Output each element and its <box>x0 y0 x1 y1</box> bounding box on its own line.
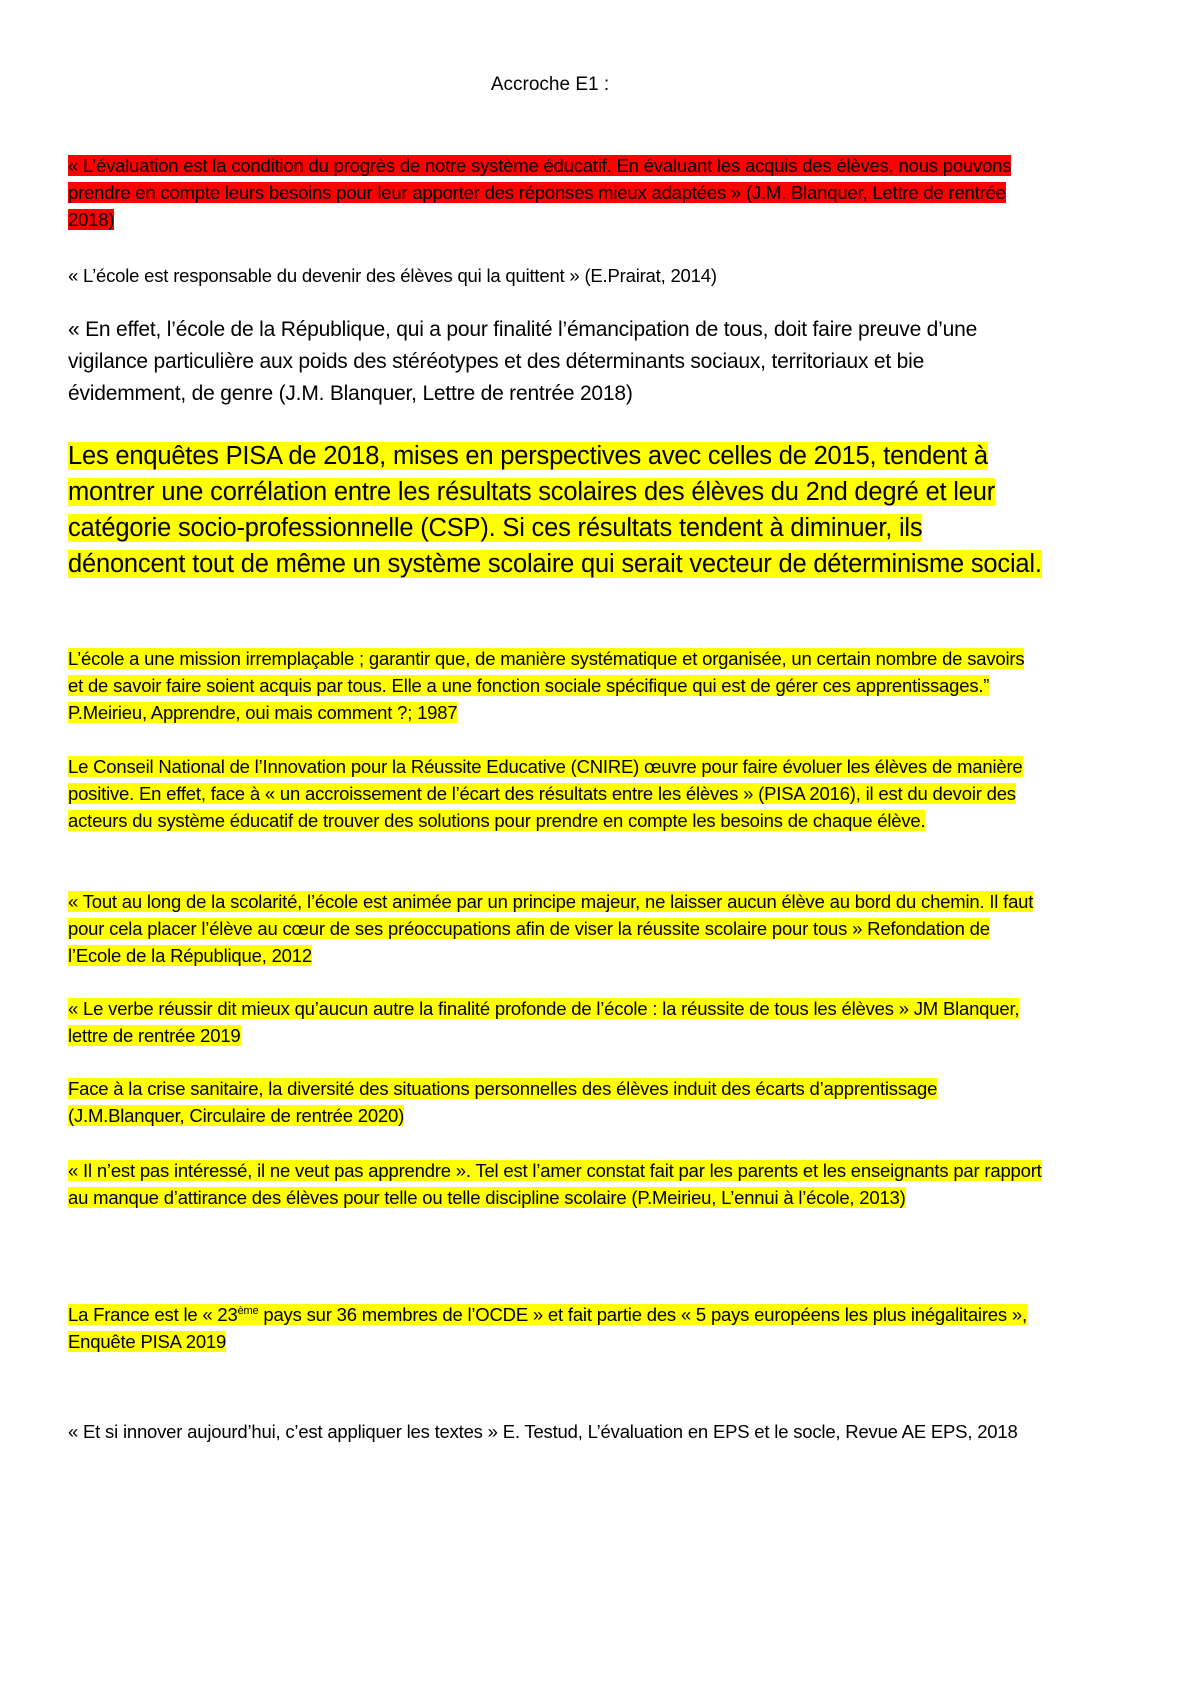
paragraph-crise-sanitaire <box>68 1075 1043 1129</box>
yellow-highlight: Le Conseil National de l’Innovation pour la Réussite Educative (CNIRE) œuvre pour faire évoluer les élèves de manière positive. En effet, face à « un accroissement de l’écart des résultats entre les élèves » (PISA 2016), il est du devoir des acteurs du système éducatif de trouver des solutions pour prendre en compte les besoins de chaque élève. <box>68 756 1023 831</box>
page-title: Accroche E1 : <box>490 74 610 95</box>
quote-meirieu-apprendre <box>68 645 1043 726</box>
superscript-ordinal: ème <box>237 1304 259 1317</box>
quote-evaluation-blanquer <box>68 152 1043 233</box>
quote-republique-blanquer: « En effet, l’école de la République, qui a pour finalité l’émancipation de tous, doit faire preuve d’une vigilance particulière aux poids des stéréotypes et des déterminants sociaux, territoriaux et bie évidemment, de genre (J.M. Blanquer, Lettre de rentrée 2018) <box>68 318 978 405</box>
quote-meirieu-ennui <box>68 1157 1043 1211</box>
quote-testud: « Et si innover aujourd’hui, c’est appliquer les textes » E. Testud, L’évaluation en EPS et le socle, Revue AE EPS, 2018 <box>68 1421 1018 1442</box>
red-highlight: « L’évaluation est la condition du progrès de notre système éducatif. En évaluant les acquis des élèves, nous pouvons prendre en compte leurs besoins pour leur apporter des réponses mieux adaptées » (J.M. Blanquer, Lettre de rentrée 2018) <box>68 155 1012 230</box>
yellow-highlight: L’école a une mission irremplaçable ; garantir que, de manière systématique et organisée, un certain nombre de savoirs et de savoir faire soient acquis par tous. Elle a une fonction sociale spécifique qui est de gérer ces apprentissages.” P.Meirieu, Apprendre, oui mais comment ?; 1987 <box>68 648 1025 723</box>
yellow-highlight: « Le verbe réussir dit mieux qu’aucun autre la finalité profonde de l’école : la réussite de tous les élèves » JM Blanquer, lettre de rentrée 2019 <box>68 998 1020 1046</box>
quote-prairat: « L’école est responsable du devenir des élèves qui la quittent » (E.Prairat, 2014) <box>68 265 717 286</box>
quote-refondation-ecole <box>68 888 1043 969</box>
yellow-highlight: Face à la crise sanitaire, la diversité des situations personnelles des élèves induit des écarts d’apprentissage (J.M.Blanquer, Circulaire de rentrée 2020) <box>68 1078 938 1126</box>
yellow-highlight: « Il n’est pas intéressé, il ne veut pas apprendre ». Tel est l’amer constat fait par les parents et les enseignants par rapport au manque d’attirance des élèves pour telle ou telle discipline scolaire (P.Meirieu, L’ennui à l’école, 2013) <box>68 1160 1042 1208</box>
yellow-highlight: « Tout au long de la scolarité, l’école est animée par un principe majeur, ne laisser aucun élève au bord du chemin. Il faut pour cela placer l’élève au cœur de ses préoccupations afin de viser la réussite scolaire pour tous » Refondation de l’Ecole de la République, 2012 <box>68 891 1034 966</box>
paragraph-france-ocde <box>68 1301 1043 1355</box>
paragraph-pisa-2018 <box>68 438 1043 582</box>
quote-verbe-reussir <box>68 995 1043 1049</box>
text-before-superscript: La France est le « 23 <box>68 1304 238 1325</box>
text-after-superscript: pays sur 36 membres de l’OCDE » et fait partie des « 5 pays européens les plus inégalitaires », Enquête PISA 2019 <box>68 1304 1027 1352</box>
yellow-highlight: Les enquêtes PISA de 2018, mises en perspectives avec celles de 2015, tendent à montrer une corrélation entre les résultats scolaires des élèves du 2nd degré et leur catégorie socio-professionnelle (CSP). Si ces résultats tendent à diminuer, ils dénoncent tout de même un système scolaire qui serait vecteur de déterminisme social. <box>68 442 1042 578</box>
yellow-highlight <box>68 1304 1027 1352</box>
paragraph-cnire <box>68 753 1043 834</box>
